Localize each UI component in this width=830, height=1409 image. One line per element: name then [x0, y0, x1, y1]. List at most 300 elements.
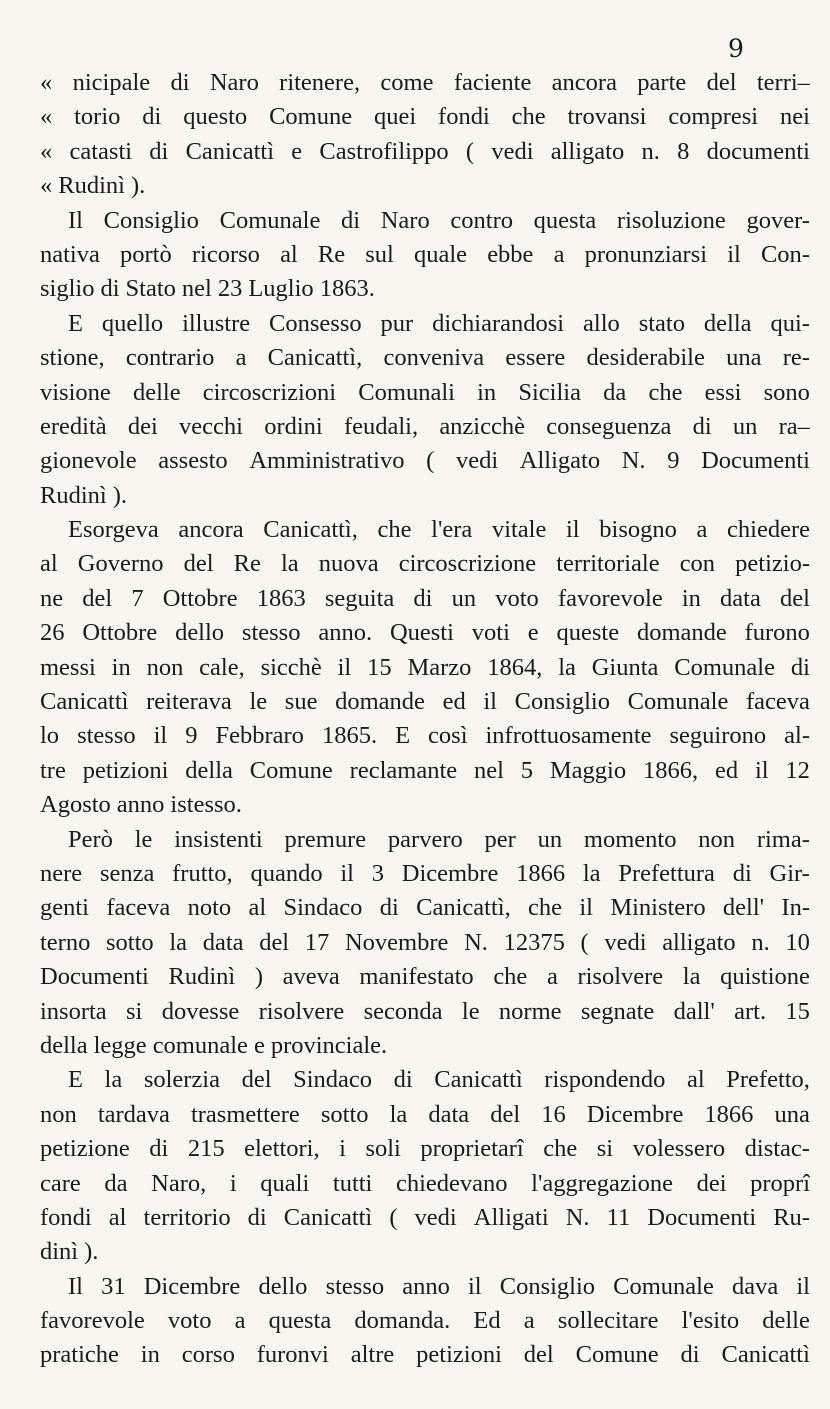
word: Però — [68, 825, 113, 853]
word: di — [247, 1203, 267, 1231]
word: dava — [732, 1272, 779, 1300]
word: Naro, — [151, 1169, 207, 1197]
word: 215 — [187, 1135, 225, 1163]
word: la — [582, 859, 601, 887]
word: del — [490, 1100, 521, 1128]
word: risolvere — [577, 963, 664, 991]
word: 3 — [371, 859, 384, 887]
word: gionevole — [40, 447, 137, 475]
word: contrario — [125, 344, 215, 372]
word: vedi — [455, 447, 499, 475]
word: dello — [175, 619, 225, 647]
word: fondi — [40, 1203, 92, 1231]
word: di — [393, 1066, 413, 1094]
word: contro — [450, 206, 513, 234]
word: dei — [127, 412, 158, 440]
word: 10 — [785, 928, 810, 956]
word: Prefettura — [618, 859, 715, 887]
word: Con- — [760, 240, 810, 268]
word: voto — [167, 1307, 212, 1335]
word: tardava — [97, 1100, 170, 1128]
word: nicipale — [72, 69, 151, 96]
word: e — [253, 1031, 265, 1059]
word: delle — [762, 1307, 810, 1335]
word: circoscrizione — [398, 550, 537, 578]
word: N. — [464, 928, 488, 956]
word: Dicembre — [586, 1100, 684, 1128]
word: di — [413, 584, 433, 612]
word: sul — [365, 240, 394, 268]
word: la — [104, 1066, 123, 1094]
word: non — [146, 653, 184, 681]
word: anno. — [318, 619, 373, 647]
word: messi — [40, 653, 96, 681]
word: territorio — [143, 1203, 231, 1231]
word: Il — [68, 1272, 83, 1300]
word: rima- — [756, 825, 810, 853]
word: non — [698, 825, 736, 853]
word: gover- — [746, 206, 810, 234]
word: ordini — [264, 412, 323, 440]
text-line — [40, 66, 810, 100]
word: da — [104, 1169, 128, 1197]
word: così — [428, 722, 468, 750]
word: ancora — [551, 69, 617, 96]
word: ). — [84, 1238, 99, 1266]
word: Febbraro — [215, 722, 304, 750]
word: « — [40, 137, 53, 165]
word: conveniva — [383, 344, 485, 372]
word: Canicattì — [434, 1066, 523, 1094]
word: del — [523, 1341, 554, 1369]
word: il — [467, 1272, 482, 1300]
word: tutti — [332, 1169, 373, 1197]
word: insorta — [40, 997, 107, 1025]
word: comunale — [152, 1031, 248, 1059]
word: la — [558, 653, 576, 681]
word: 1863 — [256, 584, 306, 612]
word: non — [40, 1100, 77, 1128]
text-line — [40, 479, 810, 513]
word: in — [681, 584, 701, 612]
word: cale, — [199, 653, 245, 681]
word: ebbe — [487, 240, 534, 268]
word: Canicattì, — [267, 344, 363, 372]
word: di — [149, 1135, 169, 1163]
word: Gir- — [769, 859, 810, 887]
word: a — [523, 1307, 535, 1335]
word: assesto — [158, 447, 228, 475]
word: ra– — [778, 412, 810, 440]
word: frutto, — [172, 859, 233, 887]
word: il — [754, 756, 769, 784]
word: essere — [505, 344, 566, 372]
word: l'esito — [681, 1307, 740, 1335]
word: Amministrativo — [249, 447, 405, 475]
word: 9 — [667, 447, 680, 475]
word: petizio- — [735, 550, 810, 578]
word: da — [603, 378, 627, 406]
word: al — [248, 894, 267, 922]
text-line — [40, 960, 810, 994]
word: Ed — [473, 1307, 501, 1335]
word: premure — [284, 825, 367, 853]
word: senza — [99, 859, 155, 887]
word: Ottobre — [82, 619, 158, 647]
word: catasti — [69, 137, 133, 165]
word: quale — [413, 240, 468, 268]
text-line — [40, 444, 810, 478]
word: Dicembre — [401, 859, 499, 887]
word: ( — [465, 137, 475, 165]
word: un — [451, 584, 477, 612]
word: petizione — [40, 1135, 130, 1163]
word: Canicattì, — [416, 894, 511, 922]
word: Consiglio — [103, 206, 199, 234]
word: Stato — [125, 275, 176, 303]
text-line — [40, 1338, 810, 1372]
word: dell' — [722, 894, 765, 922]
word: 11 — [606, 1203, 631, 1231]
word: vedi — [414, 1203, 457, 1231]
text-line — [40, 1270, 810, 1304]
word: Prefetto, — [726, 1066, 810, 1094]
word: dello — [258, 1272, 308, 1300]
word: di — [142, 103, 162, 131]
word: vedi — [604, 928, 647, 956]
word: dinì — [40, 1238, 79, 1266]
word: al — [686, 1066, 705, 1094]
word: Comunale — [627, 688, 729, 716]
word: provinciale. — [270, 1031, 388, 1059]
word: domande — [335, 688, 425, 716]
word: anzicchè — [439, 412, 525, 440]
word: seguirono — [669, 722, 767, 750]
word: faceva — [745, 688, 810, 716]
word: stesso — [77, 722, 136, 750]
word: del — [780, 584, 810, 612]
text-line — [40, 135, 810, 169]
word: segnate — [580, 997, 655, 1025]
word: Dicembre — [143, 1272, 241, 1300]
word: come — [380, 69, 434, 96]
word: circoscrizioni — [202, 378, 337, 406]
word: il — [153, 722, 168, 750]
word: nel — [473, 756, 504, 784]
word: vedi — [491, 137, 534, 165]
word: Comune — [249, 756, 333, 784]
word: le — [249, 688, 268, 716]
word: Comune — [575, 1341, 659, 1369]
word: Documenti — [647, 1203, 757, 1231]
word: Sicilia — [518, 378, 581, 406]
word: il — [727, 240, 741, 268]
word: quistione — [720, 963, 810, 991]
word: manifestato — [359, 963, 474, 991]
text-line — [40, 1167, 810, 1201]
word: Canicattì — [721, 1341, 810, 1369]
word: seconda — [363, 997, 443, 1025]
word: 15 — [785, 997, 810, 1025]
word: insistenti — [174, 825, 263, 853]
word: qui- — [770, 309, 810, 337]
word: che — [528, 894, 563, 922]
text-line — [40, 341, 810, 375]
word: del — [82, 584, 113, 612]
word: noto — [187, 894, 232, 922]
word: istesso. — [170, 791, 242, 819]
word: n. — [641, 137, 660, 165]
word: Ru- — [773, 1203, 810, 1231]
word: 15 — [367, 653, 392, 681]
text-line — [40, 513, 810, 547]
word: « — [40, 103, 53, 131]
text-line — [40, 169, 810, 203]
word: anno — [402, 1272, 450, 1300]
word: favorevole — [40, 1307, 145, 1335]
word: il — [340, 859, 354, 887]
word: della — [40, 1031, 88, 1059]
word: sotto — [106, 928, 154, 956]
word: in — [477, 378, 497, 406]
word: Rudinì — [40, 481, 107, 509]
text-line — [40, 857, 810, 891]
word: si — [126, 997, 143, 1025]
word: dovesse — [161, 997, 240, 1025]
text-line — [40, 1063, 810, 1097]
word: ed — [442, 688, 466, 716]
word: del — [183, 550, 214, 578]
text-line — [40, 376, 810, 410]
word: la — [169, 928, 188, 956]
word: questo — [183, 103, 248, 131]
word: l'era — [431, 516, 473, 544]
word: che — [648, 378, 683, 406]
word: art. — [734, 997, 767, 1025]
word: anno — [116, 791, 165, 819]
word: nel — [181, 275, 212, 303]
word: risoluzione — [616, 206, 726, 234]
word: risolvere — [258, 997, 345, 1025]
word: portò — [120, 240, 172, 268]
word: compresi — [668, 103, 759, 131]
text-line — [40, 100, 810, 134]
word: altre — [350, 1341, 395, 1369]
word: 9 — [185, 722, 198, 750]
text-line — [40, 1029, 810, 1063]
word: ancora — [178, 516, 244, 544]
word: in — [140, 1341, 160, 1369]
word: Rudinì — [58, 172, 125, 200]
text-line — [40, 204, 810, 238]
word: E — [68, 309, 83, 337]
word: soli — [365, 1135, 401, 1163]
word: essi — [704, 378, 742, 406]
word: 17 — [304, 928, 330, 956]
word: N. — [565, 1203, 590, 1231]
word: domanda. — [354, 1307, 451, 1335]
word: Consiglio — [499, 1272, 596, 1300]
word: le — [461, 997, 480, 1025]
word: care — [40, 1169, 81, 1197]
word: stesso — [241, 619, 301, 647]
word: data — [428, 1100, 470, 1128]
word: quando — [250, 859, 323, 887]
word: Rudinì — [168, 963, 236, 991]
word: feudali, — [343, 412, 419, 440]
word: si — [596, 1135, 614, 1163]
word: Il — [68, 206, 83, 234]
word: voti — [471, 619, 510, 647]
word: terno — [40, 928, 91, 956]
word: una — [774, 1100, 810, 1128]
word: nere — [40, 859, 83, 887]
word: aveva — [282, 963, 340, 991]
word: norme — [498, 997, 562, 1025]
word: ) — [254, 963, 264, 991]
text-line — [40, 582, 810, 616]
word: i — [339, 1135, 346, 1163]
word: 12 — [785, 756, 810, 784]
word: alligato — [550, 137, 625, 165]
word: di — [680, 1341, 700, 1369]
word: 23 — [217, 275, 243, 303]
word: a — [553, 240, 565, 268]
word: a — [696, 516, 708, 544]
word: della — [703, 309, 752, 337]
word: e — [291, 137, 303, 165]
word: Consiglio — [514, 688, 610, 716]
word: un — [732, 412, 758, 440]
word: Alligati — [473, 1203, 549, 1231]
word: illustre — [182, 309, 251, 337]
text-line — [40, 1235, 810, 1269]
word: di — [790, 653, 810, 681]
word: stesso — [325, 1272, 385, 1300]
word: Comunale — [219, 206, 321, 234]
word: ( — [580, 928, 589, 956]
word: 1866 — [516, 859, 566, 887]
word: petizioni — [416, 1341, 502, 1369]
word: del — [259, 928, 290, 956]
word: Questi — [389, 619, 454, 647]
text-line — [40, 685, 810, 719]
word: ritenere, — [279, 69, 361, 96]
word: 31 — [101, 1272, 126, 1300]
word: chiedere — [727, 516, 810, 544]
word: di — [379, 894, 399, 922]
word: al — [280, 240, 298, 268]
word: l'aggregazione — [531, 1169, 673, 1197]
word: 5 — [520, 756, 534, 784]
word: e — [527, 619, 539, 647]
word: Canicattì — [40, 688, 129, 716]
word: data — [202, 928, 244, 956]
word: domande — [636, 619, 727, 647]
word: momento — [583, 825, 677, 853]
text-line — [40, 651, 810, 685]
word: stato — [638, 309, 685, 337]
word: sono — [763, 378, 810, 406]
word: seguita — [324, 584, 395, 612]
word: « — [40, 172, 53, 200]
word: proprî — [750, 1169, 810, 1197]
word: nei — [780, 103, 810, 131]
word: pur — [380, 309, 414, 337]
text-line — [40, 719, 810, 753]
word: Governo — [77, 550, 164, 578]
word: Novembre — [344, 928, 449, 956]
word: per — [484, 825, 516, 853]
word: Re — [317, 240, 346, 268]
word: terri– — [756, 69, 810, 96]
word: Castrofilippo — [319, 137, 449, 165]
word: proprietarî — [420, 1135, 524, 1163]
word: solerzia — [143, 1066, 220, 1094]
word: al — [108, 1203, 127, 1231]
word: infrottuosamente — [485, 722, 652, 750]
word: di — [732, 859, 752, 887]
word: bisogno — [599, 516, 677, 544]
word: 8 — [677, 137, 690, 165]
word: pronunziarsi — [584, 240, 708, 268]
word: Esorgeva — [68, 516, 159, 544]
word: eredità — [40, 412, 107, 440]
word: trasmettere — [190, 1100, 300, 1128]
text-line — [40, 823, 810, 857]
word: nuova — [318, 550, 379, 578]
word: elettori, — [244, 1135, 320, 1163]
word: torio — [74, 103, 121, 131]
word: territoriale — [556, 550, 660, 578]
word: In- — [781, 894, 810, 922]
word: il — [579, 894, 593, 922]
word: Canicattì, — [263, 516, 358, 544]
word: il — [337, 653, 352, 681]
word: 7 — [131, 584, 144, 612]
word: che — [377, 516, 412, 544]
text-line — [40, 1201, 810, 1235]
word: quei — [373, 103, 417, 131]
word: quello — [101, 309, 164, 337]
word: vecchi — [179, 412, 243, 440]
word: Documenti — [701, 447, 810, 475]
word: volessero — [632, 1135, 726, 1163]
word: parte — [637, 69, 687, 96]
word: genti — [40, 894, 89, 922]
word: Naro — [380, 206, 430, 234]
word: faciente — [453, 69, 532, 96]
word: al- — [784, 722, 810, 750]
word: siglio — [40, 275, 95, 303]
word: sicchè — [260, 653, 322, 681]
word: 16 — [541, 1100, 566, 1128]
word: visione — [40, 378, 111, 406]
word: una — [726, 344, 762, 372]
word: la — [389, 1100, 408, 1128]
word: re- — [782, 344, 810, 372]
text-line — [40, 995, 810, 1029]
word: che — [543, 1135, 578, 1163]
word: Consesso — [269, 309, 362, 337]
word: ( — [426, 447, 435, 475]
word: di — [341, 206, 361, 234]
word: 1864, — [487, 653, 543, 681]
word: Ottobre — [162, 584, 238, 612]
word: allo — [583, 309, 620, 337]
word: n. — [751, 928, 770, 956]
word: Canicattì — [283, 1203, 373, 1231]
